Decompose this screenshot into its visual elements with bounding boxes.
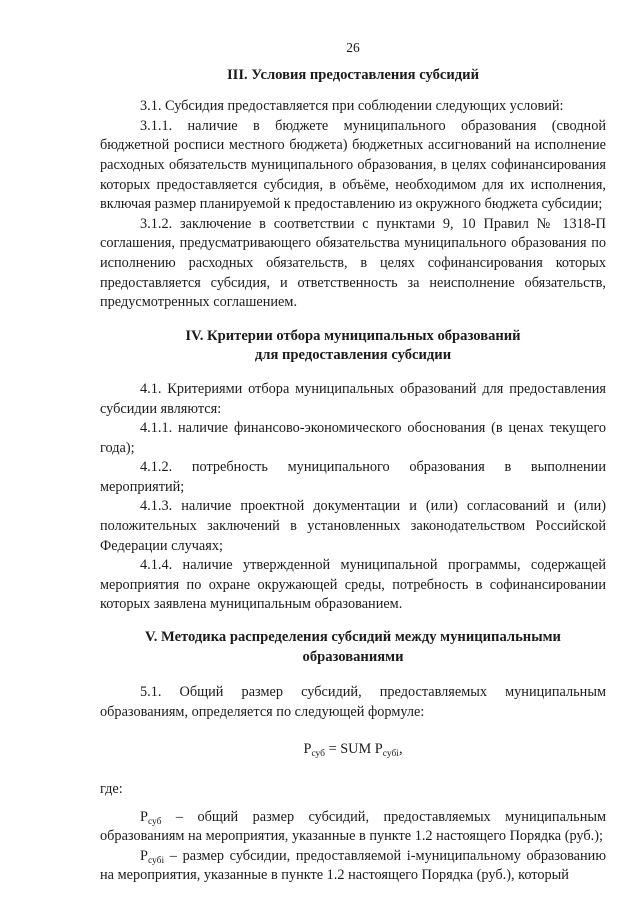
where-label: где:: [100, 781, 123, 797]
formula: [100, 740, 606, 760]
def1-subscript: суб: [147, 816, 162, 827]
definition-p-sub: [100, 808, 606, 847]
formula-rhs-symbol: P: [374, 741, 383, 758]
paragraph-3-1-1: 3.1.1. наличие в бюджете муниципального образования (сводной бюджетной росписи местного бюджета) бюджетных ассигнований на исполнение расходных обязательств муниципального образования, в целях софинансирования которых предоставляется субсидия, в объёме, необходимом для их исполнения, включая размер планируемой к предоставлению из окружного бюджета субсидии;: [100, 117, 606, 213]
def1-symbol: P: [140, 808, 148, 825]
paragraph-4-1-1: 4.1.1. наличие финансово-экономического обоснования (в ценах текущего года);: [100, 420, 606, 456]
page-number: 26: [346, 40, 360, 55]
paragraph-4-1: 4.1. Критериями отбора муниципальных образований для предоставления субсидии являются:: [100, 380, 606, 417]
def2-text: – размер субсидии, предоставляемой i-муниципальному образованию на мероприятия, указанные в пункте 1.2 настоящего Порядка (руб.), который: [100, 847, 606, 884]
formula-operator: = SUM: [325, 741, 375, 758]
formula-lhs-subscript: суб: [311, 749, 325, 760]
section-4-title-line1: IV. Критерии отбора муниципальных образований: [185, 327, 521, 344]
section-5-title: [100, 628, 606, 667]
section-5-title-line2: образованиями: [302, 648, 404, 665]
def2-symbol: P: [140, 847, 148, 864]
formula-rhs-subscript: субi: [382, 749, 399, 760]
paragraph-5-1: 5.1. Общий размер субсидий, предоставляемых муниципальным образованиям, определяется по следующей формуле:: [100, 684, 606, 720]
paragraph-4-1-4: 4.1.4. наличие утвержденной муниципальной программы, содержащей мероприятия по охране окружающей среды, потребность в софинансировании которых заявлена муниципальным образованием.: [100, 557, 606, 613]
def2-subscript: субi: [147, 855, 165, 866]
formula-tail: ,: [398, 741, 403, 758]
paragraph-4-1-2: 4.1.2. потребность муниципального образования в выполнении мероприятий;: [100, 459, 606, 495]
section-4-title-line2: для предоставления субсидии: [254, 347, 452, 364]
paragraph-4-1-3: 4.1.3. наличие проектной документации и (или) согласований и (или) положительных заключений в установленных законодательством Российской Федерации случаях;: [100, 498, 606, 554]
paragraph-3-1-2: 3.1.2. заключение в соответствии с пунктами 9, 10 Правил № 1318-П соглашения, предусматривающего обязательства муниципального образования по исполнению расходных обязательств, в целях софинансирования которых предоставляется субсидия, и ответственность за неисполнение обязательств, предусмотренных соглашением.: [100, 215, 606, 311]
paragraph-3-1: 3.1. Субсидия предоставляется при соблюдении следующих условий:: [140, 98, 564, 115]
definition-p-subi: [100, 847, 606, 886]
section-5-title-line1: V. Методика распределения субсидий между муниципальными: [145, 629, 561, 646]
section-3-title: III. Условия предоставления субсидий: [227, 66, 479, 83]
formula-lhs-symbol: P: [303, 741, 312, 758]
def1-text: – общий размер субсидий, предоставляемых муниципальным образованиям на мероприятия, указанные в пункте 1.2 настоящего Порядка (руб.);: [100, 808, 606, 845]
section-4-title: [100, 327, 606, 366]
